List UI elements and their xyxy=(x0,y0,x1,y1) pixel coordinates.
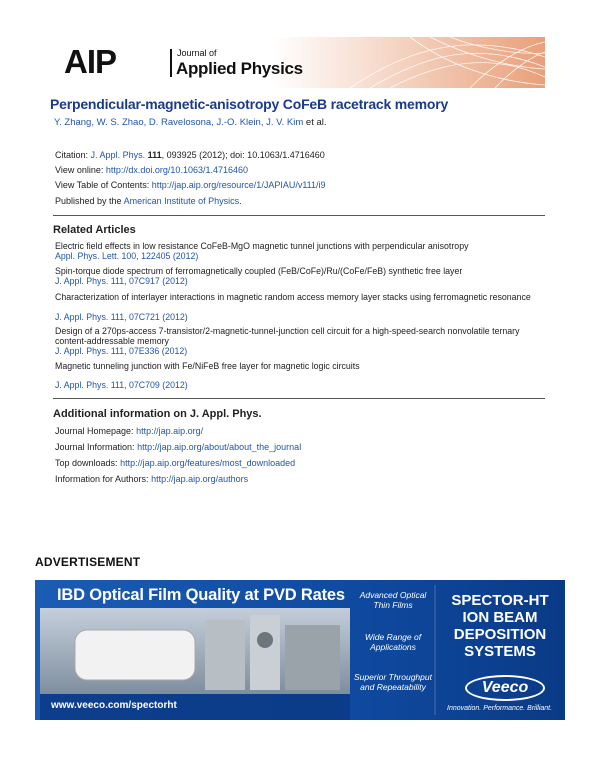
ad-feature: Advanced Optical Thin Films xyxy=(359,590,427,610)
related-article-title: Characterization of interlayer interactions in magnetic random access memory layer stacks using ferromagnetic resonance xyxy=(55,292,531,302)
journal-banner xyxy=(50,37,545,88)
author-list: Y. Zhang, W. S. Zhao, D. Ravelosona, J.-O. Klein, J. V. Kim et al. xyxy=(54,117,327,128)
info-link[interactable]: http://jap.aip.org/features/most_downloaded xyxy=(120,458,296,468)
citation-label: Citation: xyxy=(55,150,89,160)
info-row xyxy=(55,458,295,468)
author-link[interactable]: J. V. Kim xyxy=(266,117,304,128)
advertisement-label: ADVERTISEMENT xyxy=(35,555,141,569)
info-label: Journal Information: xyxy=(55,442,135,452)
related-articles-heading: Related Articles xyxy=(53,224,136,236)
related-article-ref[interactable]: J. Appl. Phys. 111, 07C709 (2012) xyxy=(55,380,188,390)
related-article-ref[interactable]: J. Appl. Phys. 111, 07C721 (2012) xyxy=(55,312,188,322)
info-label: Journal Homepage: xyxy=(55,426,134,436)
volume: 111 xyxy=(147,150,162,160)
divider xyxy=(53,215,545,216)
related-article-ref[interactable]: J. Appl. Phys. 111, 07C917 (2012) xyxy=(55,276,188,286)
aip-logo: AIP xyxy=(64,43,117,80)
veeco-logo: Veeco xyxy=(465,675,545,701)
ad-tagline: Innovation. Performance. Brilliant. xyxy=(447,705,553,712)
toc-label: View Table of Contents: xyxy=(55,180,150,190)
info-link[interactable]: http://jap.aip.org/about/about_the_journal xyxy=(137,442,302,452)
info-link[interactable]: http://jap.aip.org/ xyxy=(136,426,204,436)
logo-divider xyxy=(170,49,172,77)
product-line: SPECTOR-HT xyxy=(451,592,549,609)
ad-headline: IBD Optical Film Quality at PVD Rates xyxy=(57,586,345,604)
ad-feature: Superior Throughput and Repeatability xyxy=(354,672,432,692)
toc-line xyxy=(55,180,326,190)
additional-info-heading: Additional information on J. Appl. Phys. xyxy=(53,408,262,420)
publisher-link[interactable]: American Institute of Physics xyxy=(123,196,240,206)
et-al: et al. xyxy=(305,117,327,128)
toc-link[interactable]: http://jap.aip.org/resource/1/JAPIAU/v111/i9 xyxy=(151,180,326,190)
product-line: DEPOSITION xyxy=(453,626,547,643)
info-link[interactable]: http://jap.aip.org/authors xyxy=(151,474,249,484)
doi-link[interactable]: http://dx.doi.org/10.1063/1.4716460 xyxy=(105,165,249,175)
published-line xyxy=(55,196,242,206)
related-article-title: Design of a 270ps-access 7-transistor/2-magnetic-tunnel-junction cell circuit for a high-speed-search nonvolatile ternary content-addressable memory xyxy=(55,326,520,346)
period: . xyxy=(239,196,242,206)
product-line: ION BEAM xyxy=(462,609,538,626)
view-online-line xyxy=(55,165,248,175)
info-row xyxy=(55,442,301,452)
ad-feature: Wide Range of Applications xyxy=(364,632,422,652)
product-line: SYSTEMS xyxy=(464,643,536,660)
related-article-ref[interactable]: J. Appl. Phys. 111, 07E336 (2012) xyxy=(55,346,188,356)
related-article-title: Magnetic tunneling junction with Fe/NiFeB free layer for magnetic logic circuits xyxy=(55,361,360,371)
ad-product-name xyxy=(435,592,565,660)
author-link[interactable]: Y. Zhang xyxy=(54,117,92,128)
article-title: Perpendicular-magnetic-anisotropy CoFeB racetrack memory xyxy=(50,96,449,112)
related-article-title: Electric field effects in low resistance CoFeB-MgO magnetic tunnel junctions with perpendicular anisotropy xyxy=(55,241,469,251)
author-link[interactable]: W. S. Zhao xyxy=(96,117,144,128)
journal-name: Applied Physics xyxy=(176,59,303,78)
divider xyxy=(53,398,545,399)
info-label: Information for Authors: xyxy=(55,474,149,484)
citation-rest: , 093925 (2012); doi: 10.1063/1.4716460 xyxy=(161,150,325,160)
info-row xyxy=(55,474,248,484)
journal-link[interactable]: J. Appl. Phys. xyxy=(90,150,146,160)
ad-url[interactable]: www.veeco.com/spectorht xyxy=(51,700,177,711)
author-link[interactable]: D. Ravelosona xyxy=(148,117,212,128)
info-label: Top downloads: xyxy=(55,458,118,468)
citation-line xyxy=(55,150,325,160)
author-link[interactable]: J.-O. Klein xyxy=(216,117,261,128)
view-online-label: View online: xyxy=(55,165,104,175)
related-article-ref[interactable]: Appl. Phys. Lett. 100, 122405 (2012) xyxy=(55,251,199,261)
published-label: Published by the xyxy=(55,196,122,206)
journal-of-text: Journal of xyxy=(177,48,217,58)
related-article-title: Spin-torque diode spectrum of ferromagnetically coupled (FeB/CoFe)/Ru/(CoFe/FeB) synthetic free layer xyxy=(55,266,463,276)
advertisement-banner[interactable] xyxy=(35,580,565,720)
info-row xyxy=(55,426,203,436)
